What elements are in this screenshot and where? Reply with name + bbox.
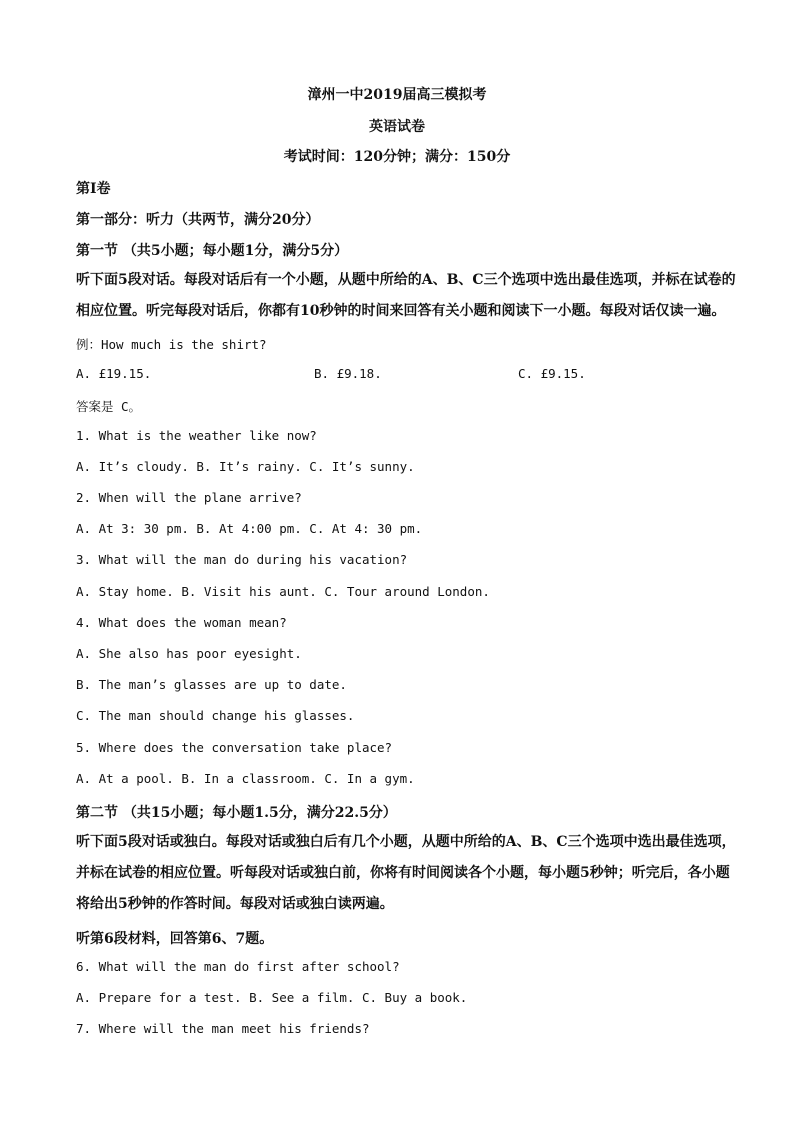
question-2: 2. When will the plane arrive? [76, 490, 302, 505]
example-options [76, 366, 736, 381]
exam-info: 考试时间：120分钟；满分：150分 [283, 149, 511, 165]
question-3: 3. What will the man do during his vacation? [76, 552, 408, 567]
question-2-options: A. At 3: 30 pm. B. At 4:00 pm. C. At 4: 30 pm. [76, 521, 423, 536]
question-4-option-b: B. The man’s glasses are up to date. [76, 677, 347, 692]
part1-title: 第一部分：听力（共两节，满分20分） [76, 212, 320, 228]
question-3-options: A. Stay home. B. Visit his aunt. C. Tour around London. [76, 584, 490, 599]
question-7: 7. Where will the man meet his friends? [76, 1021, 370, 1036]
material-6-heading: 听第6段材料，回答第6、7题。 [76, 931, 274, 947]
question-5-options: A. At a pool. B. In a classroom. C. In a gym. [76, 771, 415, 786]
question-4: 4. What does the woman mean? [76, 615, 287, 630]
section2-instructions: 听下面5段对话或独白。每段对话或独白后有几个小题，从题中所给的A、B、C三个选项中选出最佳选项，并标在试卷的相应位置。听每段对话或独白前，你将有时间阅读各个小题，每小题5秒钟；听完后，各小题将给出5秒钟的作答时间。每段对话或独白读两遍。 [76, 834, 736, 912]
volume-heading: 第Ⅰ卷 [76, 181, 111, 197]
question-5: 5. Where does the conversation take place? [76, 740, 393, 755]
question-1-options: A. It’s cloudy. B. It’s rainy. C. It’s sunny. [76, 459, 415, 474]
question-6: 6. What will the man do first after school? [76, 959, 400, 974]
section2-title: 第二节 （共15小题；每小题1.5分，满分22.5分） [76, 805, 397, 821]
example-option-a: A. £19.15. [76, 366, 152, 381]
exam-subject: 英语试卷 [369, 119, 425, 135]
section1-instructions: 听下面5段对话。每段对话后有一个小题，从题中所给的A、B、C三个选项中选出最佳选项，并标在试卷的相应位置。听完每段对话后，你都有10秒钟的时间来回答有关小题和阅读下一小题。每段对话仅读一遍。 [76, 272, 736, 319]
question-1: 1. What is the weather like now? [76, 428, 317, 443]
example-option-b: B. £9.18. [314, 366, 382, 381]
question-6-options: A. Prepare for a test. B. See a film. C. Buy a book. [76, 990, 468, 1005]
exam-title: 漳州一中2019届高三模拟考 [307, 87, 487, 103]
example-answer: 答案是 C。 [76, 399, 142, 414]
question-4-option-c: C. The man should change his glasses. [76, 708, 355, 723]
question-4-option-a: A. She also has poor eyesight. [76, 646, 302, 661]
example-option-c: C. £9.15. [518, 366, 586, 381]
section1-title: 第一节 （共5小题；每小题1分，满分5分） [76, 243, 349, 259]
example-question: 例：How much is the shirt? [76, 337, 267, 352]
